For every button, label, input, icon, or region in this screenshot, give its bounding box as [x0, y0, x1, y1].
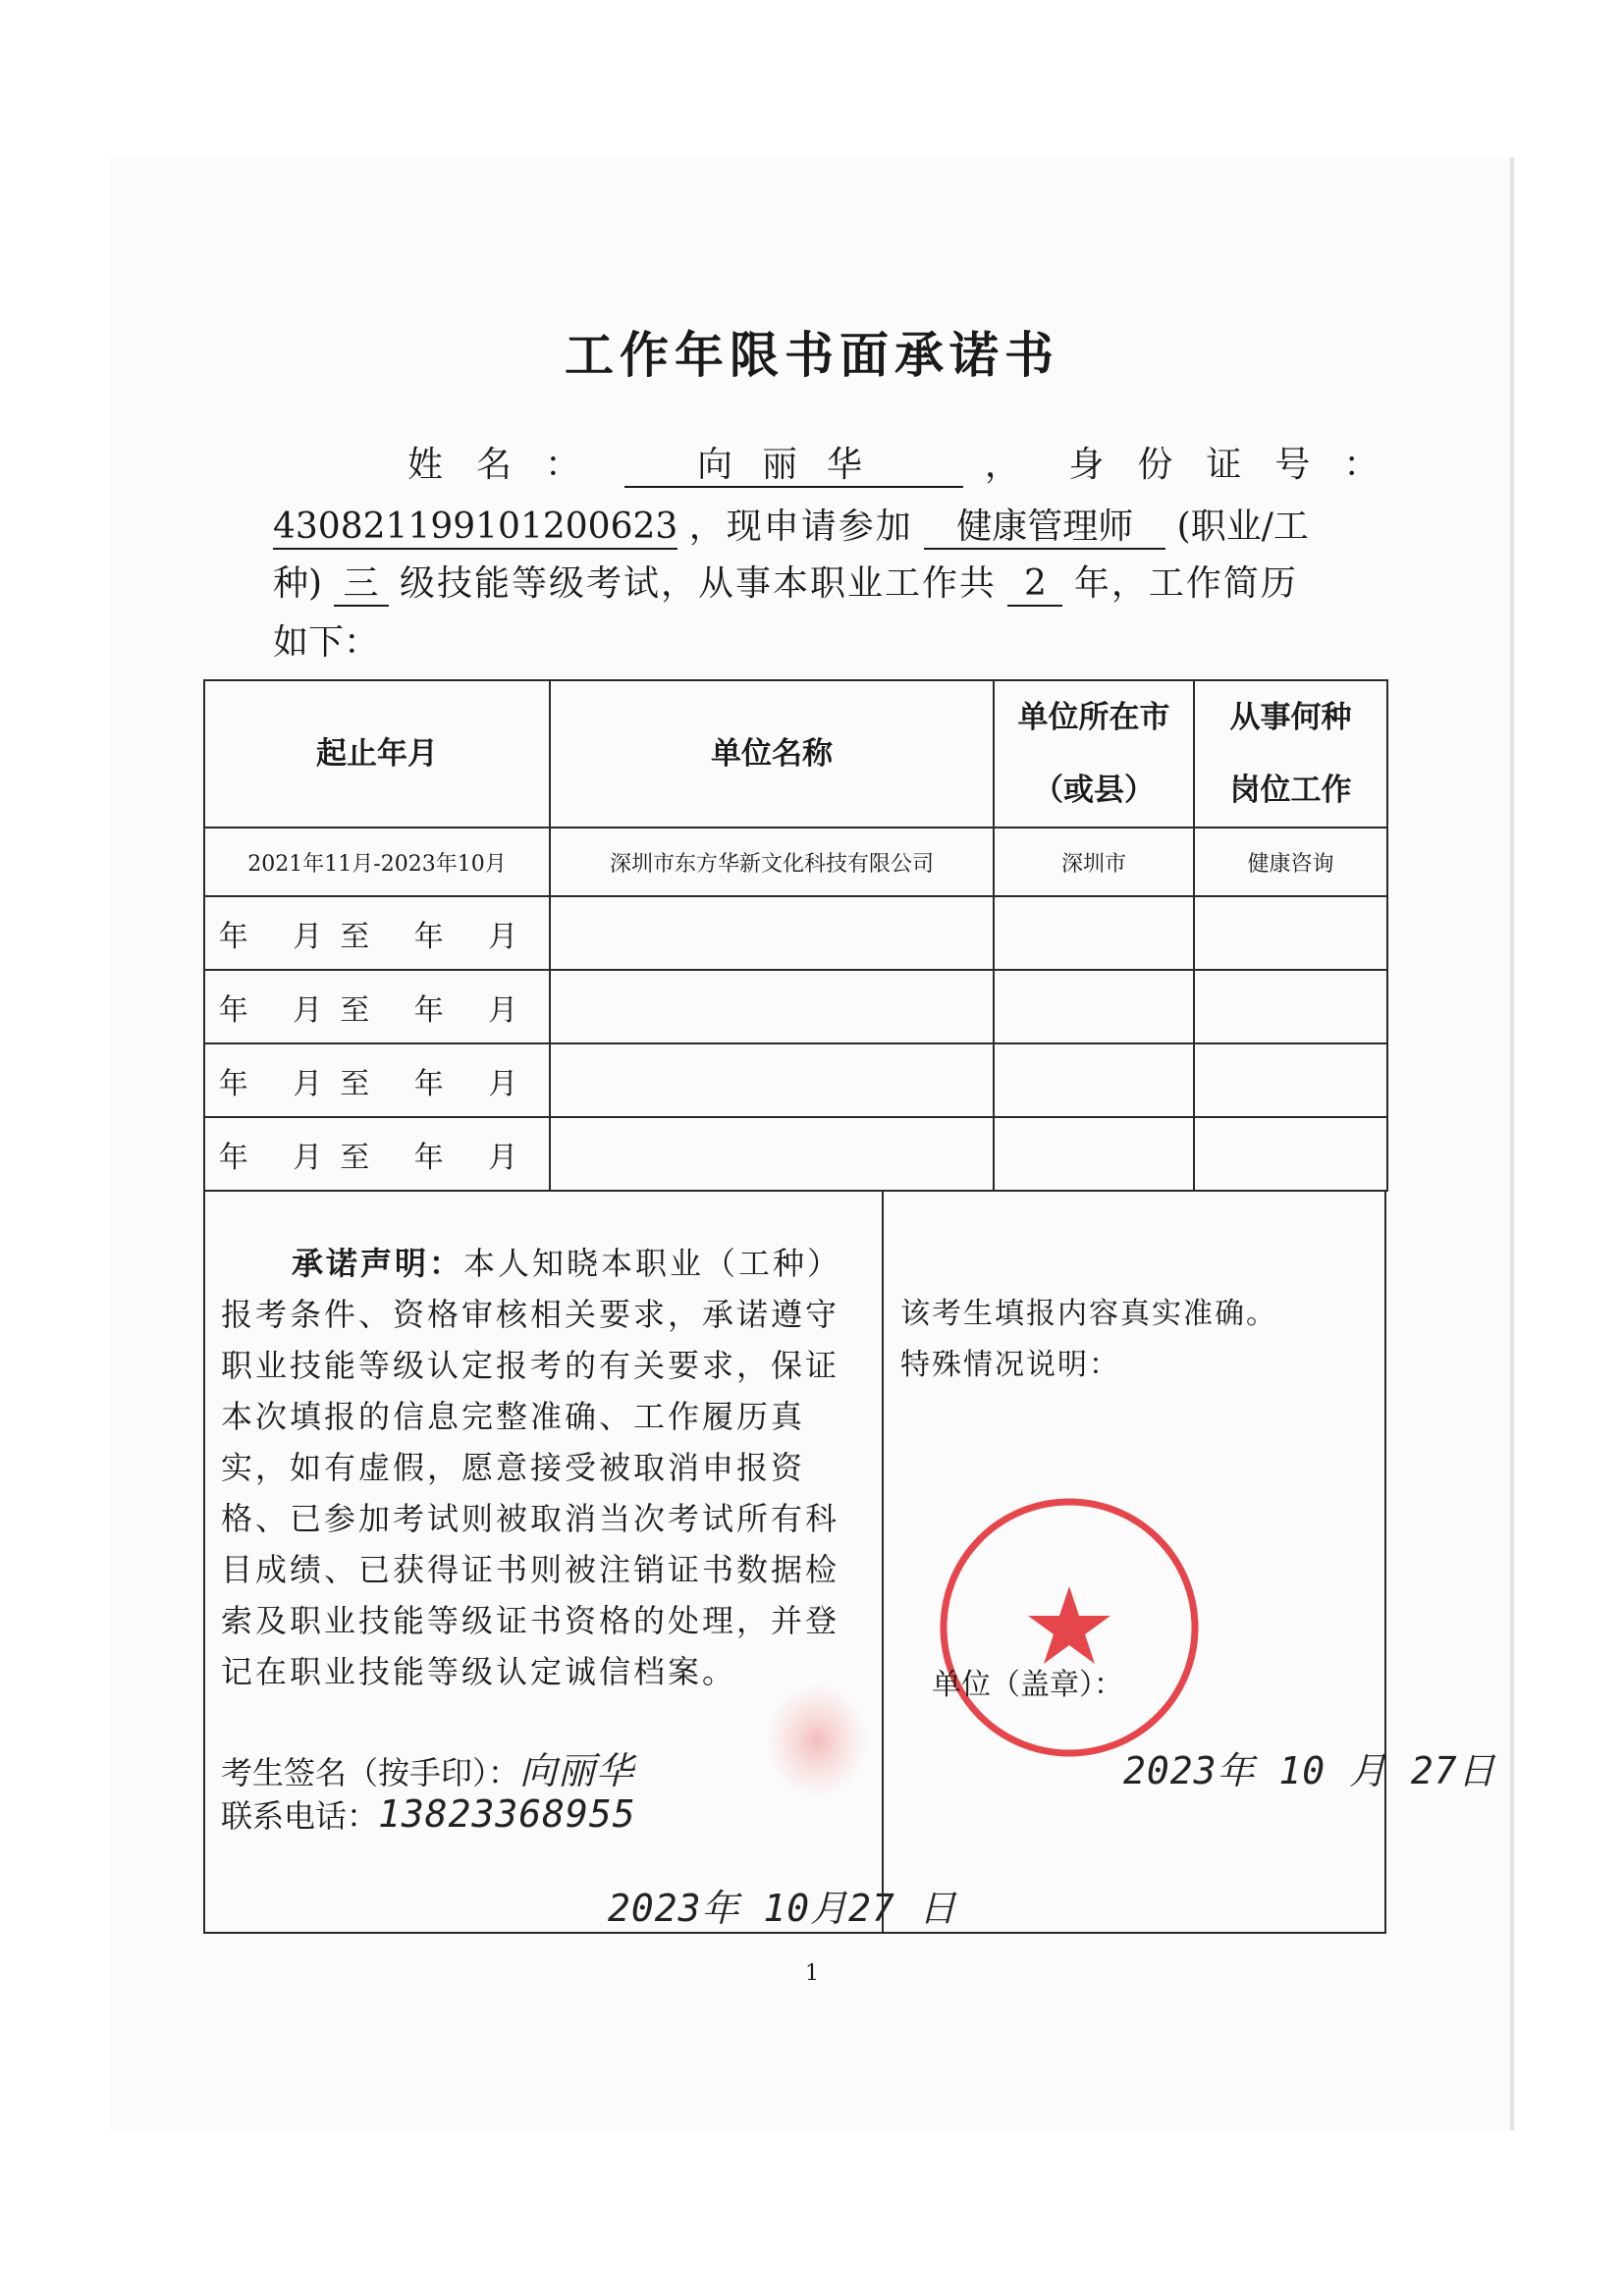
row5-role	[1194, 1117, 1387, 1191]
section-divider	[882, 1191, 884, 1932]
header-city-line2: （或县）	[1033, 773, 1155, 808]
phone-line	[221, 1791, 636, 1837]
row1-company: 深圳市东方华新文化科技有限公司	[550, 828, 994, 896]
level-field: 三	[334, 562, 389, 607]
row4-role	[1194, 1043, 1387, 1117]
row1-role: 健康咨询	[1194, 828, 1387, 896]
pledge-statement	[221, 1238, 869, 1697]
header-city-line1: 单位所在市	[1017, 700, 1170, 735]
row3-city	[994, 970, 1194, 1043]
intro-line-2	[273, 499, 1309, 550]
header-role-line1: 从事何种	[1229, 700, 1352, 735]
pledge-section	[203, 1191, 1496, 1934]
row1-period: 2021年11月-2023年10月	[204, 828, 550, 896]
signature-label: 考生签名（按手印）：	[221, 1754, 520, 1791]
line3-mid: 级技能等级考试，从事本职业工作共	[399, 563, 997, 604]
row5-city	[994, 1117, 1194, 1191]
occupation-suffix: (职业/工	[1176, 507, 1309, 547]
row3-period: 年 月至 年 月	[204, 970, 550, 1043]
row2-city	[994, 896, 1194, 970]
header-city	[994, 680, 1194, 828]
company-seal-stamp	[932, 1490, 1207, 1765]
employer-seal-label: 单位（盖章）：	[932, 1668, 1123, 1702]
employer-confirm-text: 该考生填报内容真实准确。	[900, 1297, 1277, 1331]
page-number: 1	[805, 1961, 819, 1986]
employer-date-value: 2023年 10 月 27日	[1123, 1749, 1496, 1792]
paper-edge	[1510, 157, 1514, 2130]
name-label: 姓名：	[407, 445, 615, 485]
row4-period: 年 月至 年 月	[204, 1043, 550, 1117]
years-field: 2	[1007, 562, 1062, 607]
phone-label: 联系电话：	[221, 1797, 379, 1835]
intro-line-4: 如下：	[273, 622, 380, 663]
intro-line-3	[273, 556, 1298, 607]
table-row	[204, 1043, 1387, 1117]
table-row	[204, 1117, 1387, 1191]
occupation-field: 健康管理师	[924, 506, 1165, 550]
candidate-date-value: 2023年 10月27 日	[608, 1887, 957, 1930]
fingerprint-mark	[763, 1682, 871, 1799]
row3-company	[550, 970, 994, 1043]
name-field: 向丽华	[624, 444, 963, 488]
table-row	[204, 896, 1387, 970]
row4-city	[994, 1043, 1194, 1117]
header-period: 起止年月	[204, 680, 550, 828]
header-company: 单位名称	[550, 680, 994, 828]
row4-company	[550, 1043, 994, 1117]
table-row	[204, 970, 1387, 1043]
table-header-row	[204, 680, 1387, 828]
intro-line-1	[407, 437, 1412, 488]
signature-value: 向丽华	[519, 1749, 635, 1792]
row3-role	[1194, 970, 1387, 1043]
document-title: 工作年限书面承诺书	[565, 326, 1059, 384]
phone-value: 13823368955	[378, 1792, 636, 1836]
work-history-table	[203, 679, 1388, 1192]
employer-date	[1123, 1740, 1496, 1794]
header-role-line2: 岗位工作	[1229, 773, 1352, 808]
row2-role	[1194, 896, 1387, 970]
employer-confirmation	[900, 1289, 1277, 1391]
special-notes-label: 特殊情况说明：	[900, 1348, 1120, 1382]
row5-company	[550, 1117, 994, 1191]
signature-line	[221, 1740, 634, 1794]
comma: ，	[984, 445, 1020, 485]
line3-prefix: 种)	[273, 563, 323, 604]
apply-text: ，现申请参加	[688, 507, 913, 547]
row1-city: 深圳市	[994, 828, 1194, 896]
line3-suffix: 年，工作简历	[1073, 563, 1298, 604]
header-role	[1194, 680, 1387, 828]
pledge-heading: 承诺声明：	[292, 1245, 464, 1282]
id-number-field: 430821199101200623	[273, 506, 677, 550]
table-row	[204, 828, 1387, 896]
row2-period: 年 月至 年 月	[204, 896, 550, 970]
pledge-body: 本人知晓本职业（工种）报考条件、资格审核相关要求，承诺遵守职业技能等级认定报考的有关要求，保证本次填报的信息完整准确、工作履历真实，如有虚假，愿意接受被取消申报资格、已参加考试则被取消当次考试所有科目成绩、已获得证书则被注销证书数据检索及职业技能等级证书资格的处理，并登记在职业技能等级认定诚信档案。	[221, 1245, 842, 1690]
row5-period: 年 月至 年 月	[204, 1117, 550, 1191]
candidate-date	[608, 1878, 957, 1932]
id-label: 身份证号：	[1068, 445, 1413, 485]
row2-company	[550, 896, 994, 970]
